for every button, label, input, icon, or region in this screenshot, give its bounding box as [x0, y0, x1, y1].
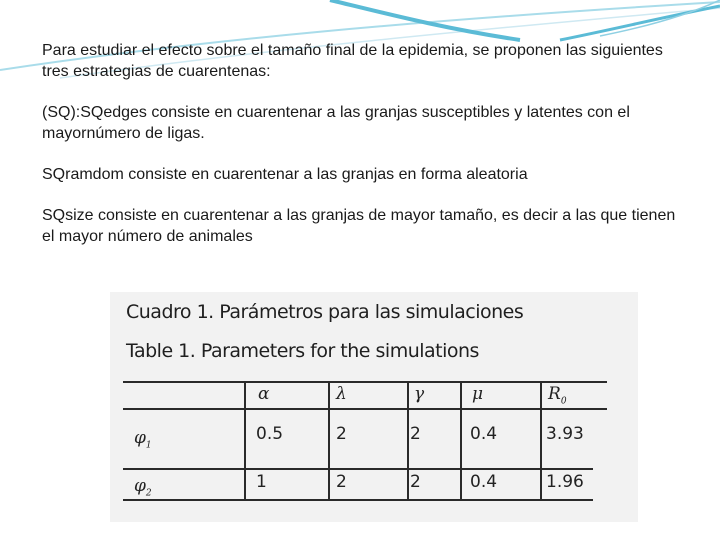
row-label-phi1: [134, 428, 152, 450]
table-header-rule: [123, 408, 607, 410]
cell-mu: 0.4: [470, 424, 498, 444]
table-row-rule: [123, 468, 593, 470]
row-label-symbol: φ: [134, 476, 146, 496]
cell-r0: 3.93: [546, 424, 584, 444]
header-mu: μ: [472, 384, 484, 404]
table-col-rule: [540, 381, 542, 501]
cell-alpha: 0.5: [256, 424, 284, 444]
table-caption-es: Cuadro 1. Parámetros para las simulaciones: [126, 301, 524, 323]
header-r-subscript: 0: [560, 396, 567, 407]
table-col-rule: [328, 381, 330, 501]
row-label-subscript: 1: [145, 440, 152, 451]
table-caption-en: Table 1. Parameters for the simulations: [126, 340, 479, 362]
table-bottom-rule: [123, 499, 593, 501]
sqsize-paragraph: SQsize consiste en cuarentenar a las granjas de mayor tamaño, es decir a las que tienen el mayor número de animales: [42, 207, 676, 245]
cell-mu: 0.4: [470, 472, 498, 492]
cell-gamma: 2: [410, 472, 421, 492]
cell-lambda: 2: [336, 424, 347, 444]
header-r-letter: R: [548, 384, 561, 404]
header-r0: [548, 384, 567, 406]
row-label-symbol: φ: [134, 428, 146, 448]
row-label-subscript: 2: [145, 488, 152, 499]
header-lambda: λ: [336, 384, 347, 404]
cell-lambda: 2: [336, 472, 347, 492]
table-col-rule: [460, 381, 462, 501]
table-top-rule: [123, 381, 607, 383]
header-gamma: γ: [414, 384, 425, 404]
slide-body: [42, 40, 682, 267]
table-col-rule: [244, 381, 246, 501]
sqramdom-paragraph: SQramdom consiste en cuarentenar a las granjas en forma aleatoria: [42, 166, 528, 183]
header-alpha: α: [258, 384, 270, 404]
table-col-rule: [407, 381, 409, 501]
sqedges-paragraph: (SQ):SQedges consiste en cuarentenar a las granjas susceptibles y latentes con el mayornúmero de ligas.: [42, 104, 630, 142]
row-label-phi2: [134, 476, 152, 498]
cell-r0: 1.96: [546, 472, 584, 492]
cell-gamma: 2: [410, 424, 421, 444]
intro-paragraph: Para estudiar el efecto sobre el tamaño final de la epidemia, se proponen las siguientes tres estrategias de cuarentenas:: [42, 42, 663, 80]
parameters-table-image: [110, 292, 638, 522]
cell-alpha: 1: [256, 472, 267, 492]
